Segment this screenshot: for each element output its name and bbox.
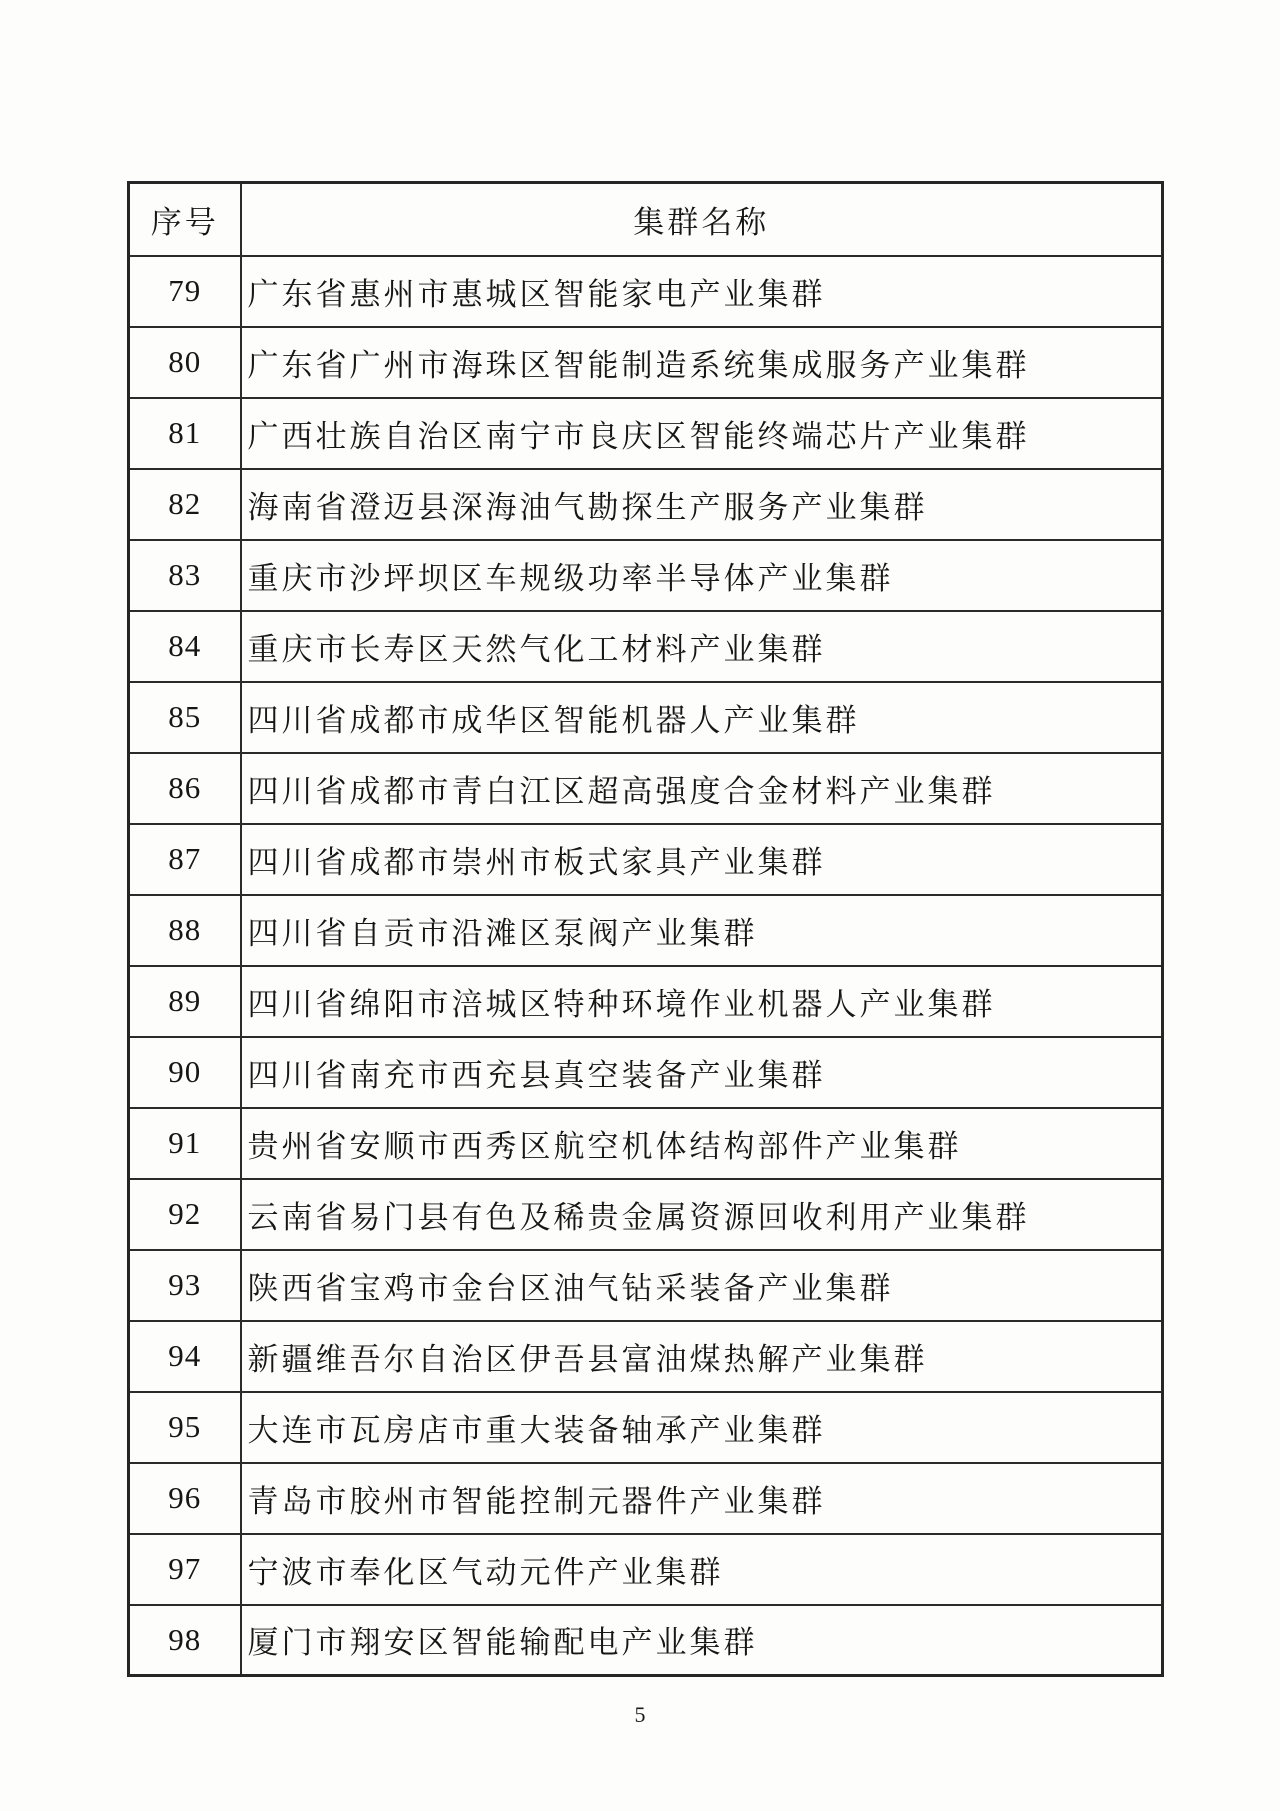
- row-index: 98: [129, 1605, 241, 1676]
- table-row: [129, 469, 1163, 540]
- table-row: [129, 398, 1163, 469]
- header-row: [129, 183, 1163, 256]
- table-row: [129, 824, 1163, 895]
- table-row: [129, 1108, 1163, 1179]
- row-index: 94: [129, 1321, 241, 1392]
- row-index: 85: [129, 682, 241, 753]
- cluster-name: 厦门市翔安区智能输配电产业集群: [241, 1605, 1163, 1676]
- cluster-name: 广西壮族自治区南宁市良庆区智能终端芯片产业集群: [241, 398, 1163, 469]
- header-index: 序号: [129, 183, 241, 256]
- row-index: 88: [129, 895, 241, 966]
- cluster-name: 云南省易门县有色及稀贵金属资源回收利用产业集群: [241, 1179, 1163, 1250]
- table-row: [129, 256, 1163, 327]
- cluster-name: 四川省成都市青白江区超高强度合金材料产业集群: [241, 753, 1163, 824]
- cluster-name: 广东省惠州市惠城区智能家电产业集群: [241, 256, 1163, 327]
- row-index: 95: [129, 1392, 241, 1463]
- row-index: 93: [129, 1250, 241, 1321]
- cluster-name: 贵州省安顺市西秀区航空机体结构部件产业集群: [241, 1108, 1163, 1179]
- row-index: 87: [129, 824, 241, 895]
- row-index: 86: [129, 753, 241, 824]
- cluster-name: 宁波市奉化区气动元件产业集群: [241, 1534, 1163, 1605]
- row-index: 91: [129, 1108, 241, 1179]
- cluster-name: 陕西省宝鸡市金台区油气钻采装备产业集群: [241, 1250, 1163, 1321]
- table-row: [129, 1321, 1163, 1392]
- cluster-name: 广东省广州市海珠区智能制造系统集成服务产业集群: [241, 327, 1163, 398]
- cluster-name: 四川省自贡市沿滩区泵阀产业集群: [241, 895, 1163, 966]
- table-row: [129, 1605, 1163, 1676]
- row-index: 97: [129, 1534, 241, 1605]
- table-row: [129, 1179, 1163, 1250]
- table-row: [129, 1392, 1163, 1463]
- table-row: [129, 1250, 1163, 1321]
- table-row: [129, 682, 1163, 753]
- row-index: 90: [129, 1037, 241, 1108]
- row-index: 81: [129, 398, 241, 469]
- cluster-name: 新疆维吾尔自治区伊吾县富油煤热解产业集群: [241, 1321, 1163, 1392]
- table-row: [129, 966, 1163, 1037]
- row-index: 92: [129, 1179, 241, 1250]
- row-index: 83: [129, 540, 241, 611]
- table-row: [129, 895, 1163, 966]
- table-row: [129, 1534, 1163, 1605]
- table-row: [129, 1037, 1163, 1108]
- row-index: 80: [129, 327, 241, 398]
- table-row: [129, 540, 1163, 611]
- header-name: 集群名称: [241, 183, 1163, 256]
- cluster-name: 大连市瓦房店市重大装备轴承产业集群: [241, 1392, 1163, 1463]
- row-index: 82: [129, 469, 241, 540]
- cluster-name: 重庆市长寿区天然气化工材料产业集群: [241, 611, 1163, 682]
- cluster-name: 四川省成都市崇州市板式家具产业集群: [241, 824, 1163, 895]
- row-index: 96: [129, 1463, 241, 1534]
- table-row: [129, 327, 1163, 398]
- cluster-name: 四川省成都市成华区智能机器人产业集群: [241, 682, 1163, 753]
- table-row: [129, 1463, 1163, 1534]
- row-index: 89: [129, 966, 241, 1037]
- cluster-name: 四川省绵阳市涪城区特种环境作业机器人产业集群: [241, 966, 1163, 1037]
- row-index: 84: [129, 611, 241, 682]
- cluster-name: 重庆市沙坪坝区车规级功率半导体产业集群: [241, 540, 1163, 611]
- table-row: [129, 753, 1163, 824]
- cluster-table: [127, 181, 1164, 1677]
- row-index: 79: [129, 256, 241, 327]
- cluster-name: 海南省澄迈县深海油气勘探生产服务产业集群: [241, 469, 1163, 540]
- page-number: 5: [634, 1702, 646, 1727]
- cluster-name: 青岛市胶州市智能控制元器件产业集群: [241, 1463, 1163, 1534]
- table-row: [129, 611, 1163, 682]
- cluster-name: 四川省南充市西充县真空装备产业集群: [241, 1037, 1163, 1108]
